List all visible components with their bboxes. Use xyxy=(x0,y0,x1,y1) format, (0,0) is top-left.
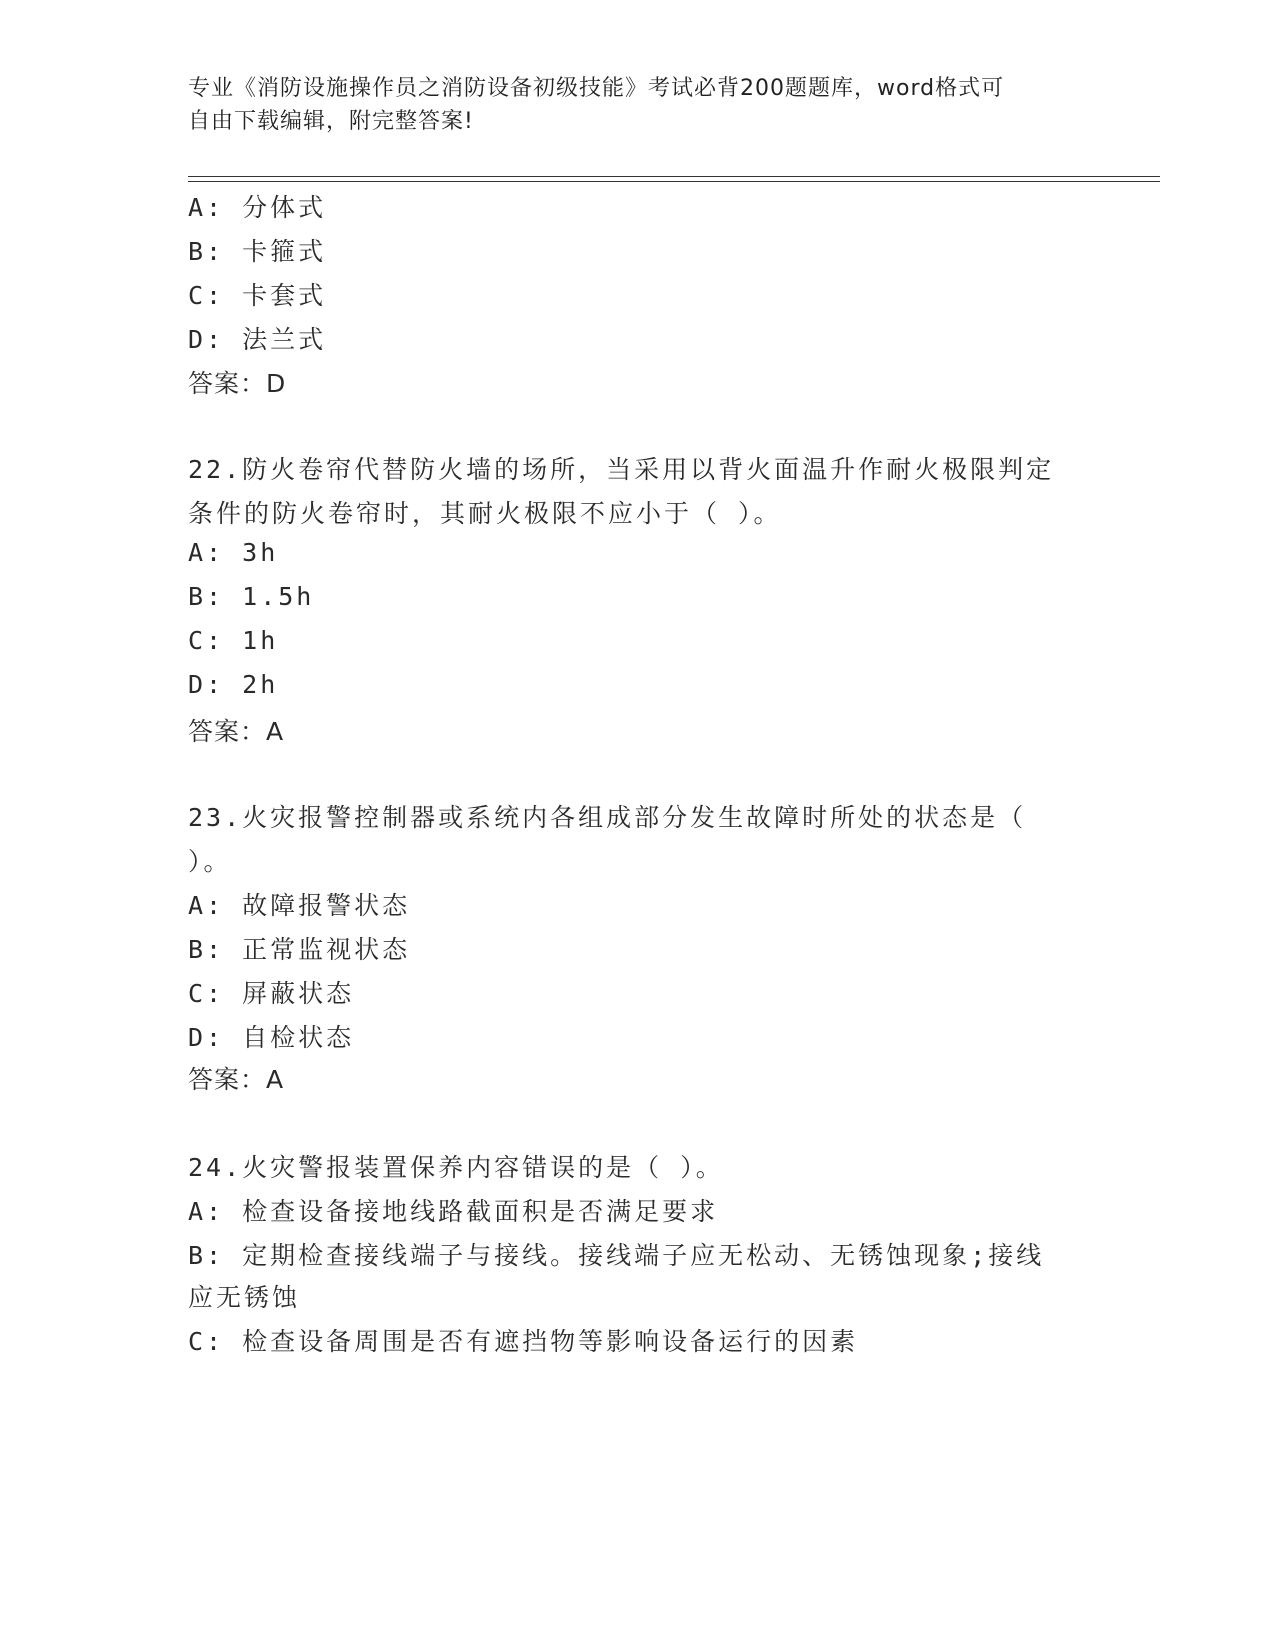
q21-option-a: A: 分体式 xyxy=(188,193,327,222)
q22-stem-line-2: 条件的防火卷帘时，其耐火极限不应小于（ ）。 xyxy=(188,499,782,528)
q22-option-c: C: 1h xyxy=(188,626,279,655)
q23-option-b: B: 正常监视状态 xyxy=(188,935,411,964)
q24-option-a: A: 检查设备接地线路截面积是否满足要求 xyxy=(188,1197,719,1226)
header-divider-top xyxy=(188,176,1160,177)
q23-option-d: D: 自检状态 xyxy=(188,1023,355,1052)
q23-answer: 答案：A xyxy=(188,1065,285,1094)
q24-option-c: C: 检查设备周围是否有遮挡物等影响设备运行的因素 xyxy=(188,1327,859,1356)
q22-option-b: B: 1.5h xyxy=(188,582,315,611)
q24-stem-line-1: 24.火灾警报装置保养内容错误的是（ ）。 xyxy=(188,1153,724,1182)
q21-answer: 答案：D xyxy=(188,369,287,398)
q21-option-c: C: 卡套式 xyxy=(188,281,327,310)
q23-stem-line-2: ）。 xyxy=(188,847,232,876)
q21-option-d: D: 法兰式 xyxy=(188,325,327,354)
q23-option-a: A: 故障报警状态 xyxy=(188,891,411,920)
document-header xyxy=(188,72,1068,138)
header-line-2: 自由下载编辑，附完整答案! xyxy=(188,109,474,134)
header-divider-bottom xyxy=(188,181,1160,182)
q22-answer: 答案：A xyxy=(188,717,285,746)
q22-stem-line-1: 22.防火卷帘代替防火墙的场所，当采用以背火面温升作耐火极限判定 xyxy=(188,455,1055,484)
q24-option-b-continued: 应无锈蚀 xyxy=(188,1283,301,1312)
q23-stem-line-1: 23.火灾报警控制器或系统内各组成部分发生故障时所处的状态是（ xyxy=(188,803,1027,832)
q23-option-c: C: 屏蔽状态 xyxy=(188,979,355,1008)
q24-option-b: B: 定期检查接线端子与接线。接线端子应无松动、无锈蚀现象;接线 xyxy=(188,1241,1045,1270)
header-line-1: 专业《消防设施操作员之消防设备初级技能》考试必背200题题库，word格式可 xyxy=(188,76,1005,101)
q21-option-b: B: 卡箍式 xyxy=(188,237,327,266)
q22-option-a: A: 3h xyxy=(188,538,279,567)
q22-option-d: D: 2h xyxy=(188,670,279,699)
